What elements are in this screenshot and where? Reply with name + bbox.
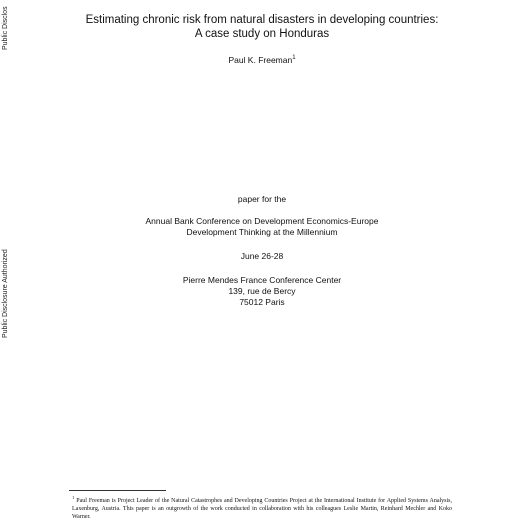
title-line-1: Estimating chronic risk from natural disasters in developing countries: <box>85 14 439 26</box>
conference-block <box>0 216 524 238</box>
venue-block <box>0 275 524 308</box>
venue-name: Pierre Mendes France Conference Center <box>182 275 342 285</box>
disclosure-stamp-top: Public Disclos <box>2 6 9 50</box>
paper-for-label: paper for the <box>237 194 287 204</box>
footnote-divider <box>69 490 166 491</box>
footnote <box>72 494 452 521</box>
footnote-text: Paul Freeman is Project Leader of the Natural Catastrophes and Developing Countries Project at the International Institute for Applied Systems Analysis, Laxenburg, Austria. This paper is an outgrowth of the work conducted in collaboration with his colleagues Leslie Martin, Reinhard Mechler and Koko Warner. <box>72 498 452 520</box>
conference-name: Annual Bank Conference on Development Economics-Europe <box>145 216 379 226</box>
venue-city: 75012 Paris <box>239 297 285 307</box>
venue-street: 139, rue de Bercy <box>228 286 296 296</box>
conference-date: June 26-28 <box>240 251 284 261</box>
title-line-2: A case study on Honduras <box>194 28 330 40</box>
author-footnote-mark: 1 <box>292 55 296 61</box>
conference-theme: Development Thinking at the Millennium <box>186 227 338 237</box>
author-name: Paul K. Freeman <box>228 55 293 65</box>
author-line <box>0 55 524 65</box>
footnote-mark: 1 <box>72 495 75 500</box>
paper-title <box>0 13 524 41</box>
disclosure-stamp-middle: Public Disclosure Authorized <box>2 249 9 338</box>
